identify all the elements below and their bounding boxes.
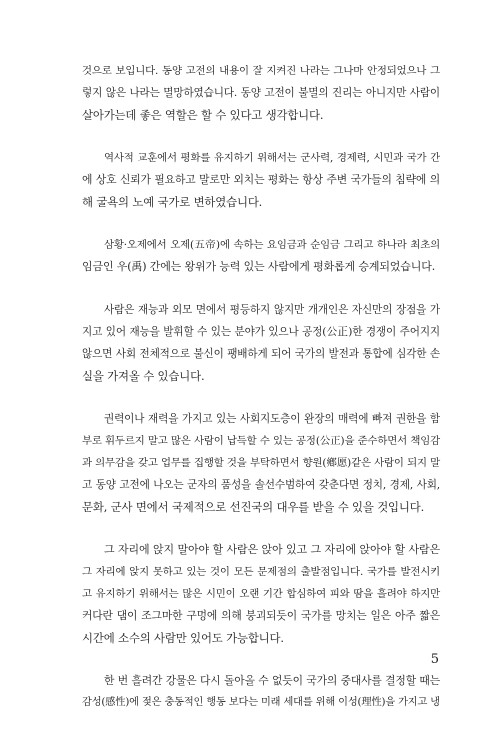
text-line: 삼황·오제에서 오제(五帝)에 속하는 요임금과 순임금 그리고 하나라 최초의 [104, 239, 440, 251]
text-line: 과 의무감을 갖고 업무를 집행할 것을 부탁하면서 향원(鄕愿)같은 사람이 되지 말 [82, 457, 440, 469]
paragraph-7 [82, 670, 440, 714]
paragraph-2 [82, 147, 440, 213]
text-line: 에 상호 신뢰가 필요하고 말로만 외치는 평화는 항상 주변 국가들의 침략에 의 [82, 173, 440, 186]
text-line: 지고 있어 재능을 발휘할 수 있는 분야가 있으나 공정(公正)한 경쟁이 주어지지 [82, 326, 440, 338]
text-line: 임금인 우(禹) 간에는 왕위가 능력 있는 사람에게 평화롭게 승계되었습니다. [82, 260, 436, 273]
text-line: 렇지 않은 나라는 멸망하였습니다. 동양 고전이 불멸의 진리는 아니지만 사람이 [82, 87, 440, 99]
paragraph-3 [82, 234, 440, 278]
text-line: 권력이나 재력을 가지고 있는 사회지도층이 완장의 매력에 빠져 권한을 함 [104, 413, 440, 425]
text-line: 살아가는데 좋은 역할은 할 수 있다고 생각합니다. [82, 108, 324, 122]
text-line: 사람은 재능과 외모 면에서 평등하지 않지만 개개인은 자신만의 장점을 가 [104, 304, 440, 316]
page-number: 5 [430, 652, 439, 667]
text-line: 해 굴욕의 노예 국가로 변하였습니다. [82, 195, 263, 209]
paragraph-5 [82, 408, 440, 518]
text-line: 커다란 댐이 조그마한 구멍에 의해 붕괴되듯이 국가를 망치는 일은 아주 짧은 [82, 609, 440, 622]
text-line: 한 번 흘려간 강물은 다시 돌아올 수 없듯이 국가의 중대사를 결정할 때는 [104, 674, 440, 687]
text-line: 실을 가져올 수 있습니다. [82, 369, 205, 383]
text-line: 고 동양 고전에 나오는 군자의 품성을 솔선수범하여 갖춘다면 정치, 경제, 사회, [82, 479, 440, 491]
text-line: 역사적 교훈에서 평화를 유지하기 위해서는 군사력, 경제력, 시민과 국가 간 [104, 152, 440, 164]
text-line: 것으로 보입니다. 동양 고전의 내용이 잘 지켜진 나라는 그나마 안정되었으나 그 [82, 65, 440, 77]
paragraph-1 [82, 60, 440, 126]
text-line: 시간에 소수의 사람만 있어도 가능합니다. [82, 631, 284, 645]
text-line: 문화, 군사 면에서 국제적으로 선진국의 대우를 받을 수 있을 것입니다. [82, 500, 425, 514]
body-text [82, 60, 440, 735]
text-line: 감성(感性)에 젖은 충동적인 행동 보다는 미래 세대를 위해 이성(理性)을 가지고 냉 [82, 697, 440, 708]
text-line: 않으면 사회 전체적으로 불신이 팽배하게 되어 국가의 발전과 통합에 심각한 손 [82, 348, 440, 360]
text-line: 고 유지하기 위해서는 많은 시민이 오랜 기간 합심하여 피와 땀을 흘려야 하지만 [82, 588, 440, 600]
text-line: 그 자리에 앉지 못하고 있는 것이 모든 문제점의 출발점입니다. 국가를 발전시키 [82, 566, 440, 578]
paragraph-6 [82, 539, 440, 649]
text-line: 그 자리에 앉지 말아야 할 사람은 앉아 있고 그 자리에 앉아야 할 사람은 [104, 543, 440, 556]
text-line: 부로 휘두르지 말고 많은 사람이 납득할 수 있는 공정(公正)을 준수하면서 책임감 [82, 435, 440, 447]
paragraph-4 [82, 299, 440, 387]
